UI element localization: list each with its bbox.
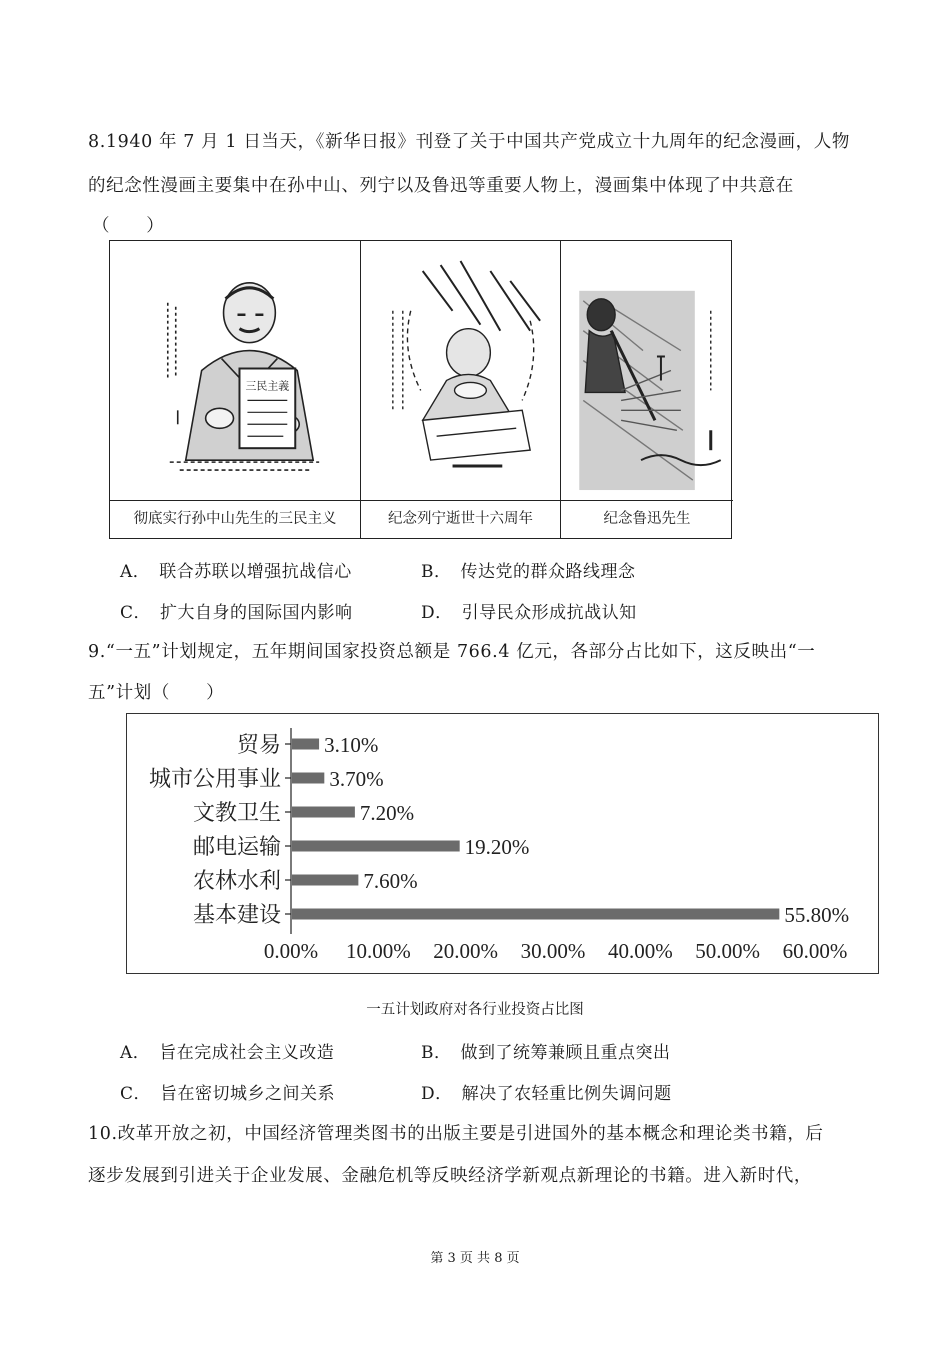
q8-stem-line-1: 8.1940 年 7 月 1 日当天，《新华日报》刊登了关于中国共产党成立十九周年的纪念漫画，人物 (88, 132, 850, 152)
chart-svg (127, 714, 878, 973)
category-label: 邮电运输 (192, 834, 281, 859)
x-tick-label: 0.00% (263, 939, 319, 963)
x-tick-label: 20.00% (433, 939, 499, 963)
q10-stem-line-1: 10.改革开放之初，中国经济管理类图书的出版主要是引进国外的基本概念和理论类书籍，后 (88, 1124, 824, 1144)
q9-option-c[interactable]: C． 旨在密切城乡之间关系 (120, 1084, 336, 1104)
q8-option-b[interactable]: B． 传达党的群众路线理念 (421, 562, 636, 582)
cartoon1-sign-text: 三民主義 (245, 379, 290, 393)
x-tick-label: 30.00% (520, 939, 586, 963)
bar (292, 875, 358, 886)
bar (292, 773, 324, 784)
bar (292, 807, 355, 818)
q9-option-d[interactable]: D． 解决了农轻重比例失调问题 (421, 1084, 672, 1104)
category-label: 贸易 (236, 732, 281, 757)
cartoon-table (109, 240, 732, 539)
page-footer: 第 3 页 共 8 页 (430, 1251, 520, 1266)
chart-caption: 一五计划政府对各行业投资占比图 (366, 1002, 584, 1018)
sun-yat-sen-cartoon (110, 241, 360, 501)
x-tick-label: 50.00% (695, 939, 761, 963)
x-tick-label: 60.00% (782, 939, 848, 963)
category-label: 基本建设 (192, 902, 281, 927)
bar (292, 739, 319, 750)
category-label: 文教卫生 (192, 800, 281, 825)
cartoon-cell-sun-yat-sen (110, 241, 361, 538)
caption-sun-yat-sen: 彻底实行孙中山先生的三民主义 (133, 511, 337, 527)
category-label: 城市公用事业 (148, 766, 281, 791)
investment-bar-chart (126, 713, 879, 974)
value-label: 3.10% (324, 733, 379, 757)
q8-stem-line-2: 的纪念性漫画主要集中在孙中山、列宁以及鲁迅等重要人物上，漫画集中体现了中共意在 (88, 176, 794, 196)
cartoon-cell-lenin (361, 241, 561, 538)
q9-stem-line-1: 9.“一五”计划规定，五年期间国家投资总额是 766.4 亿元，各部分占比如下，这反映出“一 (88, 642, 816, 662)
value-label: 19.20% (464, 835, 530, 859)
x-tick-label: 40.00% (607, 939, 673, 963)
category-label: 农林水利 (192, 868, 281, 893)
x-tick-label: 10.00% (345, 939, 411, 963)
lenin-cartoon (361, 241, 560, 501)
value-label: 3.70% (329, 767, 384, 791)
value-label: 7.60% (363, 869, 418, 893)
q9-stem-line-2: 五”计划（ ） (88, 683, 225, 703)
q8-option-d[interactable]: D． 引导民众形成抗战认知 (421, 603, 637, 623)
value-label: 7.20% (359, 801, 415, 825)
cartoon-cell-lu-xun (561, 241, 733, 538)
lu-xun-cartoon (561, 241, 733, 501)
q9-option-a[interactable]: A． 旨在完成社会主义改造 (120, 1043, 335, 1063)
q8-option-a[interactable]: A． 联合苏联以增强抗战信心 (120, 562, 352, 582)
bar (292, 909, 779, 920)
q9-option-b[interactable]: B． 做到了统筹兼顾且重点突出 (421, 1043, 671, 1063)
caption-lenin: 纪念列宁逝世十六周年 (388, 511, 533, 527)
value-label: 55.80% (784, 903, 850, 927)
caption-lu-xun: 纪念鲁迅先生 (603, 511, 691, 527)
q8-option-c[interactable]: C． 扩大自身的国际国内影响 (120, 603, 353, 623)
bar (292, 841, 460, 852)
q8-answer-blank: （ ） (92, 216, 165, 236)
q10-stem-line-2: 逐步发展到引进关于企业发展、金融危机等反映经济学新观点新理论的书籍。进入新时代， (88, 1166, 812, 1186)
